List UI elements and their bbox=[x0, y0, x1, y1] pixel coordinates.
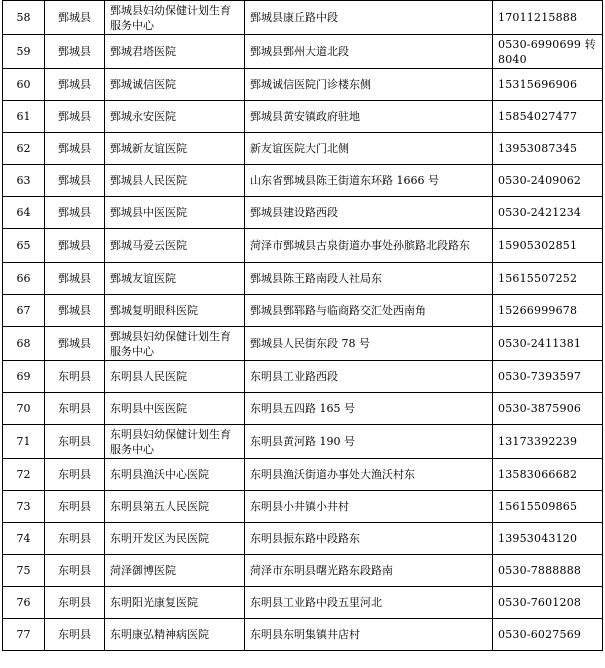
row-number: 66 bbox=[3, 263, 45, 295]
row-number: 64 bbox=[3, 197, 45, 229]
county-cell: 鄄城县 bbox=[45, 263, 105, 295]
address-cell: 鄄城诚信医院门诊楼东侧 bbox=[245, 69, 493, 101]
address-cell: 东明县工业路中段五里河北 bbox=[245, 587, 493, 619]
table-row bbox=[3, 361, 603, 393]
row-number: 62 bbox=[3, 133, 45, 165]
table-body bbox=[3, 1, 603, 651]
phone-cell: 15905302851 bbox=[493, 229, 603, 263]
hospital-name-cell: 鄄城新友谊医院 bbox=[105, 133, 245, 165]
hospital-name-cell: 东明县第五人民医院 bbox=[105, 491, 245, 523]
address-cell: 鄄城县人民街东段 78 号 bbox=[245, 327, 493, 361]
row-number: 76 bbox=[3, 587, 45, 619]
address-cell: 东明县五四路 165 号 bbox=[245, 393, 493, 425]
address-cell: 东明县渔沃街道办事处大渔沃村东 bbox=[245, 459, 493, 491]
row-number: 71 bbox=[3, 425, 45, 459]
row-number: 67 bbox=[3, 295, 45, 327]
address-cell: 东明县工业路西段 bbox=[245, 361, 493, 393]
address-cell: 东明县振东路中段路东 bbox=[245, 523, 493, 555]
hospital-name-cell: 鄄城君塔医院 bbox=[105, 35, 245, 69]
row-number: 70 bbox=[3, 393, 45, 425]
address-cell: 东明县东明集镇井店村 bbox=[245, 619, 493, 651]
county-cell: 东明县 bbox=[45, 491, 105, 523]
phone-cell: 15266999678 bbox=[493, 295, 603, 327]
phone-cell: 13953087345 bbox=[493, 133, 603, 165]
county-cell: 东明县 bbox=[45, 459, 105, 491]
phone-cell: 15854027477 bbox=[493, 101, 603, 133]
address-cell: 鄄城县黄安镇政府驻地 bbox=[245, 101, 493, 133]
county-cell: 东明县 bbox=[45, 523, 105, 555]
table-row bbox=[3, 35, 603, 69]
hospital-name-cell: 东明阳光康复医院 bbox=[105, 587, 245, 619]
table-row bbox=[3, 425, 603, 459]
table-row bbox=[3, 393, 603, 425]
phone-cell: 13583066682 bbox=[493, 459, 603, 491]
address-cell: 鄄城县康丘路中段 bbox=[245, 1, 493, 35]
hospital-name-cell: 鄄城复明眼科医院 bbox=[105, 295, 245, 327]
hospital-name-cell: 鄄城诚信医院 bbox=[105, 69, 245, 101]
county-cell: 鄄城县 bbox=[45, 35, 105, 69]
table-row bbox=[3, 69, 603, 101]
row-number: 61 bbox=[3, 101, 45, 133]
county-cell: 东明县 bbox=[45, 619, 105, 651]
hospital-name-cell: 鄄城县人民医院 bbox=[105, 165, 245, 197]
phone-cell: 17011215888 bbox=[493, 1, 603, 35]
address-cell: 鄄城县鄄郓路与临商路交汇处西南角 bbox=[245, 295, 493, 327]
address-cell: 新友谊医院大门北侧 bbox=[245, 133, 493, 165]
county-cell: 鄄城县 bbox=[45, 133, 105, 165]
row-number: 75 bbox=[3, 555, 45, 587]
phone-cell: 0530-3875906 bbox=[493, 393, 603, 425]
table-row bbox=[3, 327, 603, 361]
hospital-name-cell: 东明县人民医院 bbox=[105, 361, 245, 393]
address-cell: 菏泽市东明县曙光路东段路南 bbox=[245, 555, 493, 587]
county-cell: 鄄城县 bbox=[45, 165, 105, 197]
row-number: 69 bbox=[3, 361, 45, 393]
table-row bbox=[3, 555, 603, 587]
row-number: 68 bbox=[3, 327, 45, 361]
row-number: 65 bbox=[3, 229, 45, 263]
phone-cell: 0530-2409062 bbox=[493, 165, 603, 197]
hospital-table bbox=[2, 0, 603, 651]
table-row bbox=[3, 295, 603, 327]
hospital-name-cell: 鄄城县妇幼保健计划生育服务中心 bbox=[105, 1, 245, 35]
row-number: 58 bbox=[3, 1, 45, 35]
phone-cell: 13173392239 bbox=[493, 425, 603, 459]
phone-cell: 15315696906 bbox=[493, 69, 603, 101]
phone-cell: 0530-6990699 转 8040 bbox=[493, 35, 603, 69]
hospital-name-cell: 东明县妇幼保健计划生育服务中心 bbox=[105, 425, 245, 459]
hospital-name-cell: 鄄城马爱云医院 bbox=[105, 229, 245, 263]
address-cell: 鄄城县陈王路南段人社局东 bbox=[245, 263, 493, 295]
table-row bbox=[3, 619, 603, 651]
phone-cell: 0530-2421234 bbox=[493, 197, 603, 229]
phone-cell: 0530-2411381 bbox=[493, 327, 603, 361]
county-cell: 鄄城县 bbox=[45, 327, 105, 361]
phone-cell: 13953043120 bbox=[493, 523, 603, 555]
address-cell: 东明县黄河路 190 号 bbox=[245, 425, 493, 459]
row-number: 77 bbox=[3, 619, 45, 651]
phone-cell: 0530-6027569 bbox=[493, 619, 603, 651]
address-cell: 鄄城县鄄州大道北段 bbox=[245, 35, 493, 69]
address-cell: 东明县小井镇小井村 bbox=[245, 491, 493, 523]
phone-cell: 0530-7393597 bbox=[493, 361, 603, 393]
row-number: 63 bbox=[3, 165, 45, 197]
table-row bbox=[3, 1, 603, 35]
row-number: 60 bbox=[3, 69, 45, 101]
phone-cell: 15615507252 bbox=[493, 263, 603, 295]
phone-cell: 15615509865 bbox=[493, 491, 603, 523]
county-cell: 鄄城县 bbox=[45, 197, 105, 229]
hospital-name-cell: 菏泽御博医院 bbox=[105, 555, 245, 587]
county-cell: 东明县 bbox=[45, 425, 105, 459]
table-row bbox=[3, 587, 603, 619]
hospital-name-cell: 鄄城永安医院 bbox=[105, 101, 245, 133]
row-number: 59 bbox=[3, 35, 45, 69]
county-cell: 鄄城县 bbox=[45, 229, 105, 263]
county-cell: 东明县 bbox=[45, 587, 105, 619]
table-row bbox=[3, 101, 603, 133]
address-cell: 鄄城县建设路西段 bbox=[245, 197, 493, 229]
hospital-name-cell: 东明县中医医院 bbox=[105, 393, 245, 425]
table-row bbox=[3, 263, 603, 295]
hospital-name-cell: 东明开发区为民医院 bbox=[105, 523, 245, 555]
county-cell: 东明县 bbox=[45, 393, 105, 425]
phone-cell: 0530-7888888 bbox=[493, 555, 603, 587]
county-cell: 鄄城县 bbox=[45, 69, 105, 101]
county-cell: 东明县 bbox=[45, 555, 105, 587]
hospital-name-cell: 鄄城县中医医院 bbox=[105, 197, 245, 229]
hospital-name-cell: 鄄城县妇幼保健计划生育服务中心 bbox=[105, 327, 245, 361]
table-row bbox=[3, 459, 603, 491]
county-cell: 鄄城县 bbox=[45, 101, 105, 133]
hospital-name-cell: 东明康弘精神病医院 bbox=[105, 619, 245, 651]
table-row bbox=[3, 523, 603, 555]
table-row bbox=[3, 229, 603, 263]
hospital-name-cell: 东明县渔沃中心医院 bbox=[105, 459, 245, 491]
county-cell: 鄄城县 bbox=[45, 1, 105, 35]
row-number: 74 bbox=[3, 523, 45, 555]
county-cell: 鄄城县 bbox=[45, 295, 105, 327]
table-row bbox=[3, 133, 603, 165]
row-number: 73 bbox=[3, 491, 45, 523]
table-row bbox=[3, 197, 603, 229]
hospital-name-cell: 鄄城友谊医院 bbox=[105, 263, 245, 295]
address-cell: 山东省鄄城县陈王街道东环路 1666 号 bbox=[245, 165, 493, 197]
address-cell: 菏泽市鄄城县古泉街道办事处孙膑路北段路东 bbox=[245, 229, 493, 263]
table-row bbox=[3, 165, 603, 197]
row-number: 72 bbox=[3, 459, 45, 491]
table-row bbox=[3, 491, 603, 523]
county-cell: 东明县 bbox=[45, 361, 105, 393]
phone-cell: 0530-7601208 bbox=[493, 587, 603, 619]
